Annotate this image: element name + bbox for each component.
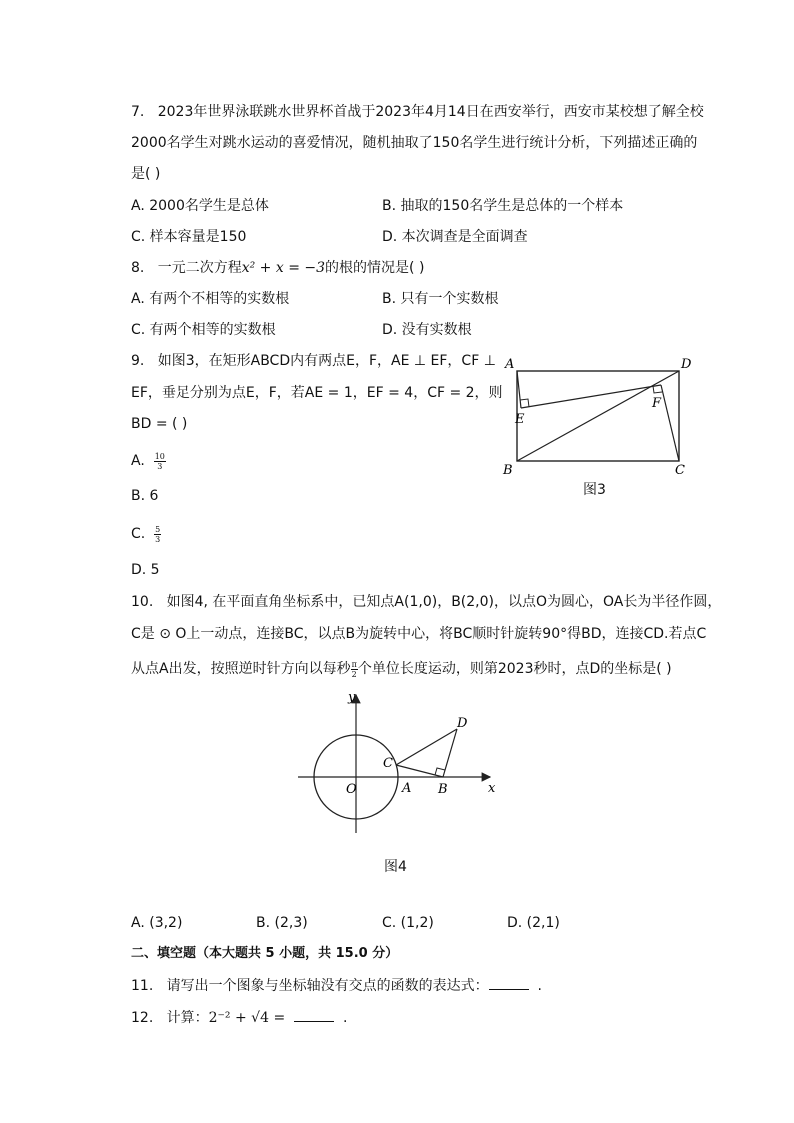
q8-option-c[interactable]: C. 有两个相等的实数根 [131, 322, 276, 338]
q12-expression: 2⁻² + √4 = [208, 1010, 286, 1026]
q10-text-after: 个单位长度运动，则第2023秒时，点D的坐标是( ) [357, 661, 672, 677]
q9-option-c-label: C. [131, 526, 146, 542]
q7-stem-line1: 2023年世界泳联跳水世界杯首战于2023年4月14日在西安举行，西安市某校想了解全校 [157, 104, 704, 120]
q9-option-c-fraction [154, 525, 161, 544]
segment-fc [661, 385, 679, 461]
q11-stem [131, 976, 542, 996]
q11-end: . [537, 978, 542, 994]
section2-title: 二、填空题（本大题共 5 小题，共 15.0 分） [131, 946, 399, 961]
q10-fraction-numerator: π [351, 659, 357, 669]
q8-number: 8. [131, 260, 145, 276]
diagonal-bd [517, 371, 679, 461]
q8-option-a[interactable]: A. 有两个不相等的实数根 [131, 291, 290, 307]
q10-option-a[interactable]: A. (3,2) [131, 915, 183, 931]
label-o: O [346, 782, 357, 797]
q7-option-b[interactable]: B. 抽取的150名学生是总体的一个样本 [382, 198, 624, 214]
figure4-caption: 图4 [384, 859, 407, 875]
q9-stem-line3: BD = ( ) [131, 416, 188, 432]
q7-option-d[interactable]: D. 本次调查是全面调查 [382, 229, 528, 245]
q12-end: . [343, 1010, 348, 1026]
q10-option-d[interactable]: D. (2,1) [507, 915, 560, 931]
label-x: x [488, 781, 496, 796]
right-angle-f [653, 386, 662, 393]
q8-stem [131, 258, 424, 278]
label-a: A [402, 781, 412, 796]
q11-number: 11. [131, 978, 154, 994]
q9-option-c-numerator: 5 [155, 524, 161, 534]
q8-option-b[interactable]: B. 只有一个实数根 [382, 291, 499, 307]
q10-text-before: 从点A出发，按照逆时针方向以每秒 [131, 661, 351, 677]
q12-stem [131, 1008, 347, 1028]
q12-number: 12. [131, 1010, 154, 1026]
label-c: C [383, 756, 393, 771]
label-y: y [348, 690, 356, 705]
label-d: D [681, 357, 692, 372]
q11-text: 请写出一个图象与坐标轴没有交点的函数的表达式： [166, 978, 489, 994]
q12-answer-blank[interactable] [294, 1009, 334, 1022]
label-b: B [438, 782, 448, 797]
q7-stem-line2: 2000名学生对跳水运动的喜爱情况，随机抽取了150名学生进行统计分析，下列描述正确的 [131, 135, 698, 151]
q10-stem-line3 [131, 659, 672, 679]
q8-text-after: 的根的情况是( ) [325, 260, 425, 276]
q10-figure-coordinate [290, 685, 510, 840]
q7-line1 [131, 102, 704, 122]
label-a: A [505, 357, 515, 372]
q9-stem-text1: 如图3，在矩形ABCD内有两点E，F，AE ⊥ EF，CF ⊥ [157, 353, 496, 369]
q9-option-b[interactable]: B. 6 [131, 488, 159, 504]
q10-fraction [351, 660, 358, 679]
q9-option-a-denominator: 3 [157, 461, 163, 471]
q7-option-a[interactable]: A. 2000名学生是总体 [131, 198, 269, 214]
q9-stem-line2: EF，垂足分别为点E，F，若AE = 1，EF = 4，CF = 2，则 [131, 385, 503, 401]
q9-option-c-denominator: 3 [155, 534, 161, 544]
q7-number: 7. [131, 104, 145, 120]
q9-option-d[interactable]: D. 5 [131, 562, 160, 578]
q9-option-a-label: A. [131, 453, 145, 469]
q9-option-a[interactable] [131, 451, 166, 471]
label-e: E [515, 412, 525, 427]
label-d: D [457, 716, 468, 731]
figure3-caption: 图3 [583, 482, 606, 498]
q10-number: 10. [131, 594, 154, 610]
q7-stem-line3: 是( ) [131, 166, 161, 182]
label-b: B [503, 463, 513, 478]
q8-option-d[interactable]: D. 没有实数根 [382, 322, 472, 338]
q10-stem-text1: 如图4, 在平面直角坐标系中，已知点A(1,0)，B(2,0)，以点O为圆心，OA长为半径作圆， [166, 594, 722, 610]
q7-option-c[interactable]: C. 样本容量是150 [131, 229, 247, 245]
q8-equation: x² + x = −3 [241, 260, 326, 276]
q10-option-c[interactable]: C. (1,2) [382, 915, 434, 931]
q10-fraction-denominator: 2 [351, 669, 357, 679]
q10-stem-line1 [131, 592, 721, 612]
q9-figure-rectangle [495, 352, 705, 482]
q9-number: 9. [131, 353, 145, 369]
q11-answer-blank[interactable] [489, 977, 529, 990]
q9-option-c[interactable] [131, 524, 161, 544]
q9-option-a-fraction [154, 452, 166, 471]
segment-ef [521, 385, 661, 408]
q10-stem-line2: C是 ⊙ O上一动点，连接BC，以点B为旋转中心，将BC顺时针旋转90°得BD，连接CD.若点C [131, 626, 707, 642]
q10-option-b[interactable]: B. (2,3) [256, 915, 308, 931]
q9-option-a-numerator: 10 [154, 451, 165, 461]
label-c: C [675, 463, 685, 478]
q8-text-before: 一元二次方程 [157, 260, 242, 276]
label-f: F [652, 396, 662, 411]
q9-stem-line1 [131, 351, 496, 371]
q12-text: 计算： [166, 1010, 209, 1026]
